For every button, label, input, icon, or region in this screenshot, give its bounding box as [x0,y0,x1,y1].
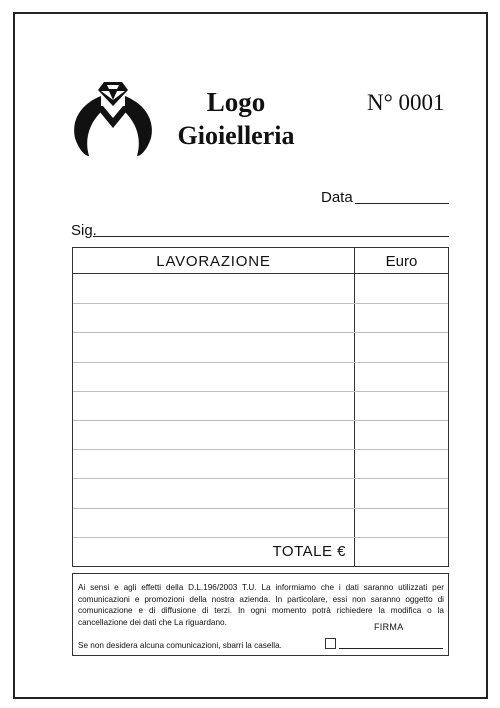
receipt-number: N° 0001 [367,90,445,115]
privacy-text: Ai sensi e agli effetti della D.L.196/2003 T.U. La informiamo che i dati saranno utilizzati per comunicazioni e promozioni della nostra azienda. In particolare, essi non saranno oggetto di comunicazione e di diffusione di terzi. In ogni momento potrà richiedere la modifica o la cancellazione dei dati che La riguardano. [78,583,444,627]
firma-label: FIRMA [374,622,404,632]
table-row-line [73,449,448,450]
customer-label: Sig. [71,222,97,239]
totale-label: TOTALE € [272,543,346,560]
logo-line-2: Gioielleria [177,121,295,150]
table-row-line [73,478,448,479]
customer-write-line[interactable] [93,236,449,237]
table-row-line [73,420,448,421]
receipt-sheet [13,12,488,699]
column-divider [354,248,355,566]
table-row-line [73,303,448,304]
header-euro: Euro [385,253,418,270]
table-row-line [73,537,448,538]
logo-wordmark [161,86,311,152]
privacy-notice [72,573,449,656]
logo-line-1: Logo [206,87,266,117]
table-row-line [73,508,448,509]
table-row-line [73,362,448,363]
header-lavorazione: LAVORAZIONE [156,253,271,270]
table-row-line [73,391,448,392]
ring-diamond-logo-icon [71,76,155,158]
optout-text: Se non desidera alcuna comunicazioni, sbarri la casella. [78,641,282,650]
table-row-line [73,332,448,333]
customer-field[interactable] [71,222,449,240]
signature-line[interactable] [339,648,443,649]
date-label: Data [321,189,353,206]
optout-checkbox[interactable] [325,638,336,649]
date-field[interactable] [321,189,449,207]
date-write-line[interactable] [355,203,449,204]
work-table [72,247,449,567]
table-header [73,248,448,274]
